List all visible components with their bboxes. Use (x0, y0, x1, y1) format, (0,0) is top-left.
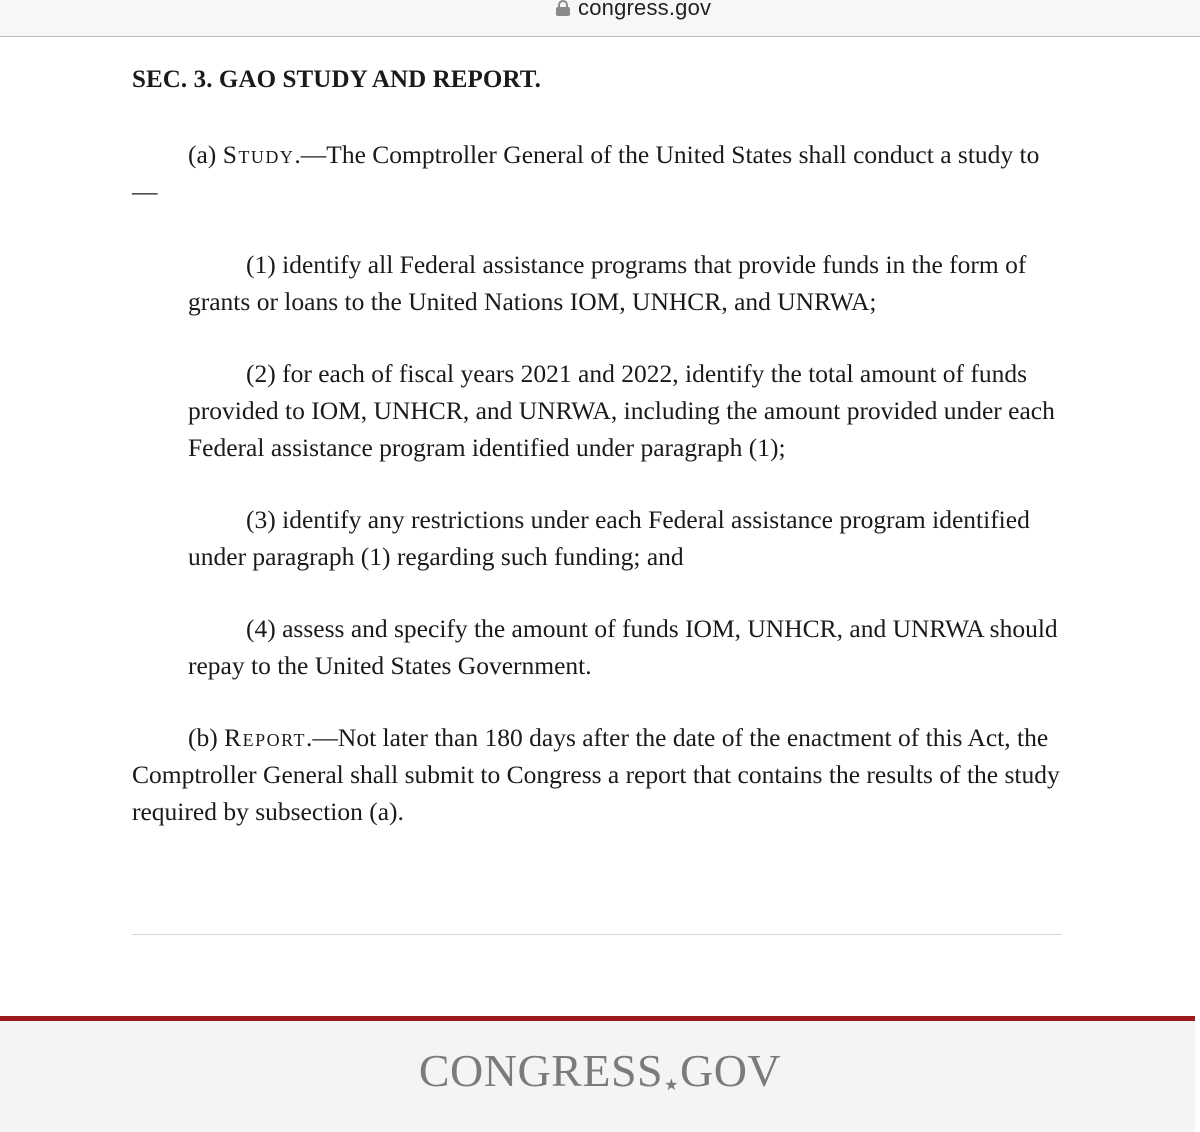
subsection-b-title: Report (224, 723, 307, 752)
bill-text (132, 56, 1062, 830)
subsection-a: (a) Study.—The Comptroller General of the United States shall conduct a study to— (132, 140, 1040, 206)
star-icon: ★ (664, 1077, 679, 1094)
lock-icon (556, 0, 570, 16)
url-text: congress.gov (578, 0, 712, 20)
subsection-a-title: Study (222, 140, 295, 169)
paragraph-4: (4) assess and specify the amount of funds IOM, UNHCR, and UNRWA should repay to the United States Government. (188, 614, 1058, 680)
footer-accent-bar (0, 1016, 1195, 1021)
browser-address-bar[interactable] (0, 0, 1200, 37)
site-footer (0, 1016, 1200, 1132)
paragraph-2: (2) for each of fiscal years 2021 and 2022, identify the total amount of funds provided to IOM, UNHCR, and UNRWA, including the amount provided under each Federal assistance program identified under paragraph (1); (188, 359, 1055, 462)
section-heading: SEC. 3. GAO STUDY AND REPORT. (132, 66, 542, 93)
address-field[interactable] (556, 0, 711, 22)
subsection-b: (b) Report.—Not later than 180 days after the date of the enactment of this Act, the Comptroller General shall submit to Congress a report that contains the results of the study required by subsection (a). (132, 723, 1060, 826)
congress-gov-logo[interactable]: CONGRESS★GOV (418, 1045, 782, 1096)
paragraph-1: (1) identify all Federal assistance programs that provide funds in the form of grants or loans to the United Nations IOM, UNHCR, and UNRWA; (188, 250, 1027, 316)
paragraph-3: (3) identify any restrictions under each Federal assistance program identified under paragraph (1) regarding such funding; and (188, 505, 1030, 571)
content-divider (132, 934, 1062, 935)
